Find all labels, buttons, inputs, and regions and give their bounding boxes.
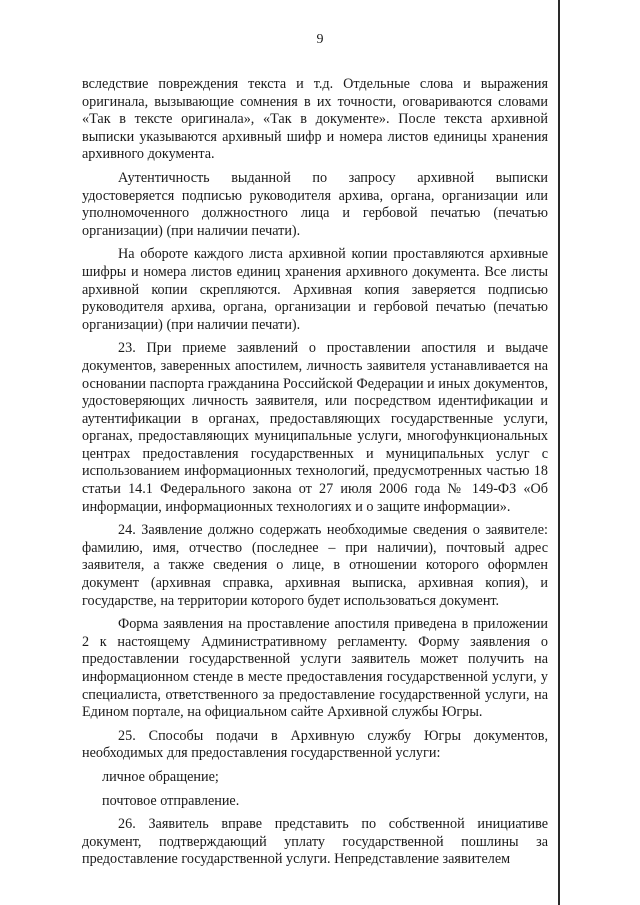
paragraph-application-form: Форма заявления на проставление апостиля приведена в приложении 2 к настоящему Административному регламенту. Форму заявления о предоставлении государственной услуги заявитель может получить на информационном стенде в месте предоставления государственной услуги, у специалиста, ответственного за предоставление государственной услуги, на Едином портале, на официальном сайте Архивной службы Югры. xyxy=(82,616,548,721)
list-item-personal-visit: личное обращение; xyxy=(102,768,219,785)
paragraph-item-25: 25. Способы подачи в Архивную службу Югры документов, необходимых для предоставления государственной услуги: xyxy=(82,727,548,762)
document-body xyxy=(82,76,548,869)
paragraph-archival-extract-continuation: вследствие повреждения текста и т.д. Отдельные слова и выражения оригинала, вызывающие сомнения в их точности, оговариваются словами «Так в тексте оригинала», «Так в документе». После текста архивной выписки указываются архивный шифр и номера листов единицы хранения архивного документа. xyxy=(82,76,548,163)
paragraph-item-26: 26. Заявитель вправе представить по собственной инициативе документ, подтверждающий уплату государственной пошлины за предоставление государственной услуги. Непредставление заявителем xyxy=(82,816,548,868)
scan-margin-line xyxy=(558,0,560,905)
paragraph-extract-authenticity: Аутентичность выданной по запросу архивной выписки удостоверяется подписью руководителя архива, органа, организации или уполномоченного должностного лица и гербовой печатью (печатью организации) (при наличии печати). xyxy=(82,169,548,239)
paragraph-item-23: 23. При приеме заявлений о проставлении апостиля и выдаче документов, заверенных апостилем, личность заявителя устанавливается на основании паспорта гражданина Российской Федерации и иных документов, удостоверяющих личность заявителя, или посредством идентификации и аутентификации в органах, предоставляющих государственные услуги, органах, предоставляющих муниципальные услуги, многофункциональных центрах предоставления государственных и муниципальных услуг с использованием информационных технологий, предусмотренных частью 18 статьи 14.1 Федерального закона от 27 июля 2006 года № 149-ФЗ «Об информации, информационных технологиях и о защите информации». xyxy=(82,340,548,515)
list-item-postal-delivery: почтовое отправление. xyxy=(102,792,240,809)
paragraph-archival-copy: На обороте каждого листа архивной копии проставляются архивные шифры и номера листов единиц хранения архивного документа. Все листы архивной копии скрепляются. Архивная копия заверяется подписью руководителя архива, органа, организации и гербовой печатью (печатью организации) (при наличии печати). xyxy=(82,246,548,333)
page-number: 9 xyxy=(316,32,324,47)
paragraph-item-24: 24. Заявление должно содержать необходимые сведения о заявителе: фамилию, имя, отчество (последнее – при наличии), почтовый адрес заявителя, а также сведения о лице, в отношении которого оформлен документ (архивная справка, архивная выписка, архивная копия), и государстве, на территории которого будет использоваться документ. xyxy=(82,522,548,609)
